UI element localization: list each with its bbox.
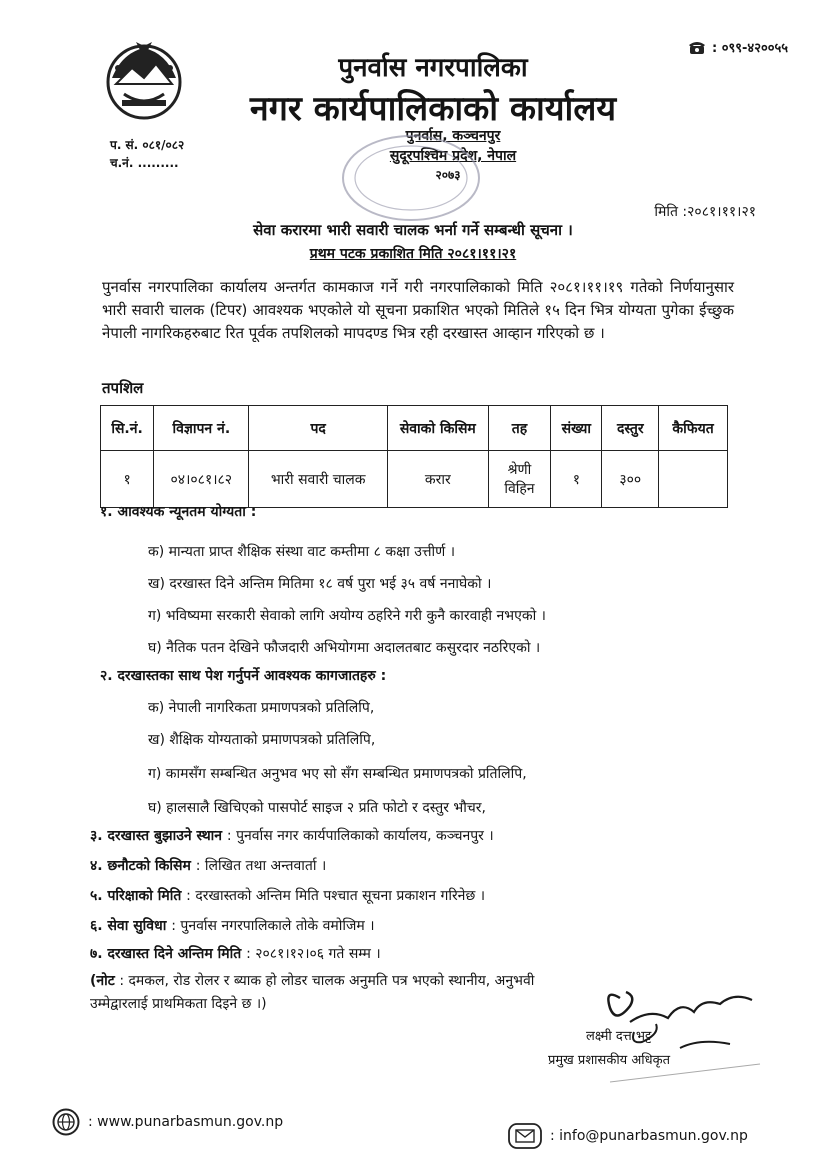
office-stamp bbox=[336, 130, 486, 225]
table-header: विज्ञापन नं. bbox=[154, 406, 249, 451]
section-2-heading: २. दरखास्तका साथ पेश गर्नुपर्ने आवश्यक कागजातहरु : bbox=[100, 668, 387, 684]
list-item: ख) शैक्षिक योग्यताको प्रमाणपत्रको प्रतिलिपि, bbox=[148, 732, 376, 748]
list-item: क) नेपाली नागरिकता प्रमाणपत्रको प्रतिलिपि, bbox=[148, 700, 375, 716]
table-cell: भारी सवारी चालक bbox=[249, 451, 387, 508]
table-cell: १ bbox=[551, 451, 602, 508]
table-header: पद bbox=[249, 406, 387, 451]
address-line-2: सुदूरपश्चिम प्रदेश, नेपाल bbox=[389, 148, 517, 164]
notice-subtitle bbox=[0, 244, 826, 263]
globe-icon bbox=[52, 1108, 80, 1136]
list-item: ग) भविष्यमा सरकारी सेवाको लागि अयोग्य ठहरिने गरी कुनै कारवाही नभएको । bbox=[148, 608, 546, 624]
table-row bbox=[101, 451, 728, 508]
notice-date: मिति :२०८१।११।२१ bbox=[654, 204, 756, 220]
footer-email bbox=[508, 1123, 748, 1149]
section-1-heading: १. आवश्यक न्यूनतम योग्यता : bbox=[100, 504, 257, 520]
list-item: क) मान्यता प्राप्त शैक्षिक संस्था वाट कम्तीमा ८ कक्षा उत्तीर्ण । bbox=[148, 544, 456, 560]
table-header: संख्या bbox=[551, 406, 602, 451]
signatory-name: लक्ष्मी दत्त भट्ट bbox=[586, 1029, 652, 1044]
table-cell: करार bbox=[387, 451, 488, 508]
section-6 bbox=[90, 916, 375, 935]
section-4-label: ४. छनौटको किसिम bbox=[90, 858, 191, 874]
list-item: ग) कामसँग सम्बन्धित अनुभव भए सो सँग सम्बन्धित प्रमाणपत्रको प्रतिलिपि, bbox=[148, 766, 527, 782]
section-3-value: : पुनर्वास नगर कार्यपालिकाको कार्यालय, कञ्चनपुर । bbox=[226, 828, 494, 844]
table-cell: ३०० bbox=[602, 451, 659, 508]
notice-title: सेवा करारमा भारी सवारी चालक भर्ना गर्ने सम्बन्धी सूचना । bbox=[253, 221, 573, 239]
section-4-value: : लिखित तथा अन्तवार्ता । bbox=[195, 858, 327, 874]
section-3 bbox=[90, 826, 494, 845]
phone-text: : ०९९-४२००५५ bbox=[712, 41, 788, 56]
table-header: सेवाको किसिम bbox=[387, 406, 488, 451]
section-5 bbox=[90, 886, 485, 905]
note-paragraph bbox=[90, 970, 560, 1016]
envelope-icon bbox=[508, 1123, 542, 1149]
list-item: घ) हालसालै खिचिएको पासपोर्ट साइज २ प्रति फोटो र दस्तुर भौचर, bbox=[148, 800, 486, 816]
table-cell: श्रेणी विहिन bbox=[488, 451, 551, 508]
reference-block bbox=[110, 136, 184, 172]
address-line-3: २०७३ bbox=[435, 168, 461, 182]
table-header: दस्तुर bbox=[602, 406, 659, 451]
table-cell bbox=[659, 451, 728, 508]
office-name: नगर कार्यपालिकाको कार्यालय bbox=[249, 89, 617, 129]
footer-website bbox=[52, 1108, 283, 1136]
section-7 bbox=[90, 944, 381, 963]
section-5-label: ५. परिक्षाको मिति bbox=[90, 888, 182, 904]
table-header: सि.नं. bbox=[101, 406, 154, 451]
municipality-name: पुनर्वास नगरपालिका bbox=[338, 53, 528, 83]
list-item: घ) नैतिक पतन देखिने फौजदारी अभियोगमा अदालतबाट कसुरदार नठरिएको । bbox=[148, 640, 541, 656]
section-7-label: ७. दरखास्त दिने अन्तिम मिति bbox=[90, 946, 242, 962]
section-7-value: : २०८१।१२।०६ गते सम्म । bbox=[246, 946, 381, 962]
note-label: (नोट bbox=[90, 973, 115, 989]
list-item: ख) दरखास्त दिने अन्तिम मितिमा १८ वर्ष पुरा भई ३५ वर्ष ननाघेको । bbox=[148, 576, 492, 592]
table-header: कैफियत bbox=[659, 406, 728, 451]
section-4 bbox=[90, 856, 326, 875]
section-3-label: ३. दरखास्त बुझाउने स्थान bbox=[90, 828, 223, 844]
table-header: तह bbox=[488, 406, 551, 451]
signatory-designation: प्रमुख प्रशासकीय अधिकृत bbox=[548, 1053, 671, 1068]
dispatch-number: च.नं. ......... bbox=[110, 156, 179, 170]
published-date-text: प्रथम पटक प्रकाशित मिति २०८१।११।२१ bbox=[309, 246, 517, 262]
table-label: तपशिल bbox=[102, 379, 144, 397]
intro-paragraph: पुनर्वास नगरपालिका कार्यालय अन्तर्गत कामकाज गर्ने गरी नगरपालिकाको मिति २०८१।११।१९ गतेको निर्णयानुसार भारी सवारी चालक (टिपर) आवश्यक भएकोले यो सूचना प्रकाशित भएको मितिले १५ दिन भित्र योग्यता पुगेका ईच्छुक नेपाली नागरिकहरुबाट रित पूर्वक तपशिलको मापदण्ड भित्र रही दरखास्त आव्हान गरिएको छ । bbox=[102, 278, 734, 342]
website-link[interactable]: : www.punarbasmun.gov.np bbox=[88, 1114, 284, 1130]
table-cell: १ bbox=[101, 451, 154, 508]
reference-number: प. सं. ०८१/०८२ bbox=[110, 138, 185, 152]
section-6-value: : पुनर्वास नगरपालिकाले तोके वमोजिम । bbox=[171, 918, 375, 934]
vacancy-table bbox=[100, 405, 728, 508]
table-header-row bbox=[101, 406, 728, 451]
section-6-label: ६. सेवा सुविधा bbox=[90, 918, 167, 934]
note-text: : दमकल, रोड रोलर र ब्याक हो लोडर चालक अनुमति पत्र भएको स्थानीय, अनुभवी उम्मेद्वारलाई प्राथमिकता दिइने छ ।) bbox=[90, 973, 535, 1012]
email-link[interactable]: : info@punarbasmun.gov.np bbox=[550, 1128, 748, 1144]
address-line-1: पुनर्वास, कञ्चनपुर bbox=[405, 128, 501, 144]
table-cell: ०४।०८१।८२ bbox=[154, 451, 249, 508]
section-5-value: : दरखास्तको अन्तिम मिति पश्चात सूचना प्रकाशन गरिनेछ । bbox=[186, 888, 486, 904]
